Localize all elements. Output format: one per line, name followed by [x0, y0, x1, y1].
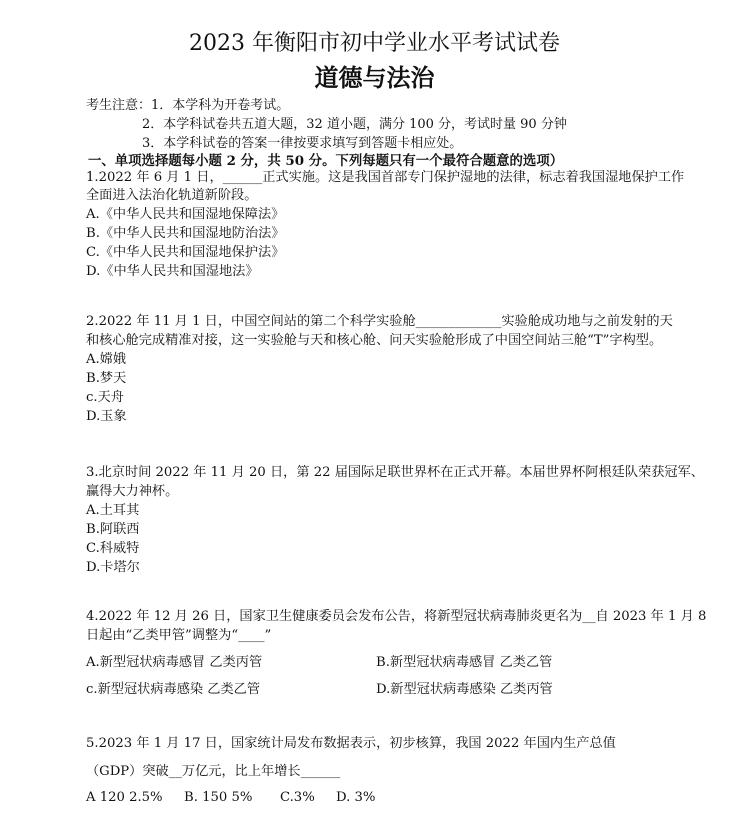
option-a: A.土耳其 [86, 503, 140, 518]
question-stem: 3.北京时间 2022 年 11 月 20 日，第 22 届国际足联世界杯在正式开幕。本届世界杯阿根廷队荣获冠军、 [86, 465, 704, 480]
question-stem: 1.2022 年 6 月 1 日，______正式实施。这是我国首部专门保护湿地的法律，标志着我国湿地保护工作 [86, 170, 685, 185]
option-d: D. 3% [336, 790, 376, 805]
option-a: A 120 2.5% [86, 790, 163, 805]
question-stem: 全面进入法治化轨道新阶段。 [86, 188, 258, 203]
notice-line-3: 3．本学科试卷的答案一律按要求填写到答题卡相应处。 [142, 136, 463, 151]
section-title: 一、单项选择题每小题 2 分，共 50 分。下列每题只有一个最符合题意的选项） [88, 153, 564, 169]
option-b: B.梦天 [86, 371, 127, 386]
exam-title: 2023 年衡阳市初中学业水平考试试卷 [189, 31, 560, 56]
option-a: A.《中华人民共和国湿地保障法》 [86, 207, 285, 222]
notice-line-2: 2．本学科试卷共五道大题，32 道小题，满分 100 分，考试时量 90 分钟 [142, 117, 567, 132]
option-c: c.新型冠状病毒感染 乙类乙管 [86, 682, 261, 697]
question-stem: 5.2023 年 1 月 17 日，国家统计局发布数据表示，初步核算，我国 2022 年国内生产总值 [86, 736, 616, 751]
question-stem: 赢得大力神杯。 [86, 484, 179, 499]
exam-subject: 道德与法治 [314, 63, 435, 92]
option-d: D.玉象 [86, 409, 127, 424]
question-stem: 和核心舱完成精准对接，这一实验舱与天和核心舱、问天实验舱形成了中国空间站三舱“T”字构型。 [86, 333, 663, 348]
option-a: A.新型冠状病毒感冒 乙类丙管 [86, 655, 263, 670]
option-c: C.科威特 [86, 541, 140, 556]
option-b: B.阿联西 [86, 522, 140, 537]
option-a: A.嫦娥 [86, 352, 127, 367]
option-d: D.卡塔尔 [86, 560, 140, 575]
notice-line-1: 考生注意：1．本学科为开卷考试。 [86, 98, 290, 113]
question-stem: 4.2022 年 12 月 26 日，国家卫生健康委员会发布公告，将新型冠状病毒肺炎更名为__自 2023 年 1 月 8 [86, 609, 707, 624]
question-stem: 日起由“乙类甲管”调整为“____” [86, 628, 272, 643]
option-b: B.新型冠状病毒感冒 乙类乙管 [376, 655, 553, 670]
question-stem: 2.2022 年 11 月 1 日，中国空间站的第二个科学实验舱_____________实验舱成功地与之前发射的天 [86, 314, 673, 329]
option-d: D.新型冠状病毒感染 乙类丙管 [376, 682, 553, 697]
option-c: c.天舟 [86, 390, 124, 405]
question-stem: （GDP）突破__万亿元，比上年增长______ [86, 764, 341, 779]
option-d: D.《中华人民共和国湿地法》 [86, 264, 259, 279]
option-b: B.《中华人民共和国湿地防治法》 [86, 226, 285, 241]
option-c: C.3% [280, 790, 315, 805]
option-c: C.《中华人民共和国湿地保护法》 [86, 245, 285, 260]
option-b: B. 150 5% [184, 790, 253, 805]
